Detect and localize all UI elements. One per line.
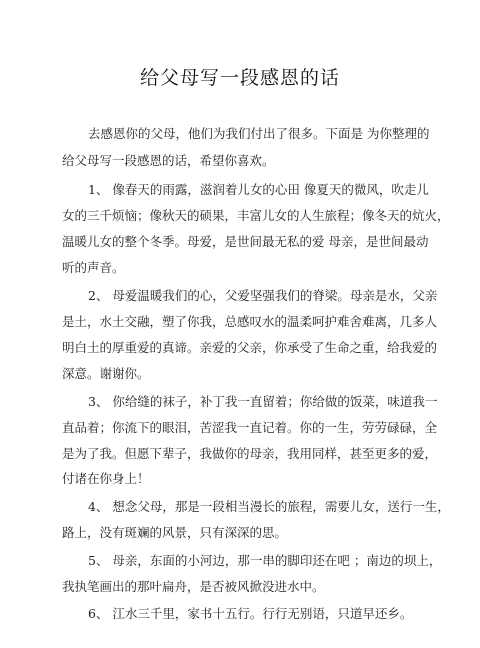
body-line: 5、 母亲，东面的小河边，那一串的脚印还在吧 ；南边的坝上，: [88, 553, 442, 568]
body-line: 深意。谢谢你。: [62, 366, 150, 381]
body-line: 给父母写一段感恩的话，希望你喜欢。: [62, 153, 275, 168]
body-line: 付诸在你身上！: [62, 471, 150, 486]
body-line: 女的三千烦恼；像秋天的硕果，丰富儿女的人生旅程；像冬天的炕火，: [62, 208, 450, 223]
body-line: 1、 像春天的雨露，滋润着儿女的心田 像夏天的微风，吹走儿: [88, 182, 429, 197]
body-line: 听的声音。: [62, 260, 125, 275]
body-line: 是土，水土交融，塑了你我，总感叹水的温柔呵护难舍难离，几多人: [62, 314, 438, 329]
body-line: 去感恩你的父母，他们为我们付出了很多。下面是 为你整理的: [88, 126, 430, 141]
body-line: 路上，没有斑斓的风景，只有深深的思。: [62, 525, 288, 540]
body-line: 我执笔画出的那叶扁舟，是否被风掀没进水中。: [62, 579, 325, 594]
body-line: 温暖儿女的整个冬季。母爱，是世间最无私的爱 母亲，是世间最动: [62, 234, 429, 249]
body-line: 6、 江水三千里，家书十五行。行行无别语，只道早还乡。: [88, 606, 413, 621]
body-line: 是为了我。但愿下辈子，我做你的母亲，我用同样，甚至更多的爱，: [62, 446, 438, 461]
document-title: 给父母写一段感恩的话: [139, 67, 340, 89]
body-line: 直品着；你流下的眼泪，苦涩我一直记着。你的一生，劳劳碌碌，全: [62, 420, 438, 435]
body-line: 3、 你给缝的袜子，补丁我一直留着；你给做的饭菜，味道我一: [88, 394, 438, 409]
body-line: 4、 想念父母，那是一段相当漫长的旅程，需要儿女，送行一生，: [88, 499, 450, 514]
body-line: 明白土的厚重爱的真谛。亲爱的父亲，你承受了生命之重，给我爱的: [62, 340, 438, 355]
body-line: 2、 母爱温暖我们的心，父爱坚强我们的脊梁。母亲是水，父亲: [88, 288, 438, 303]
